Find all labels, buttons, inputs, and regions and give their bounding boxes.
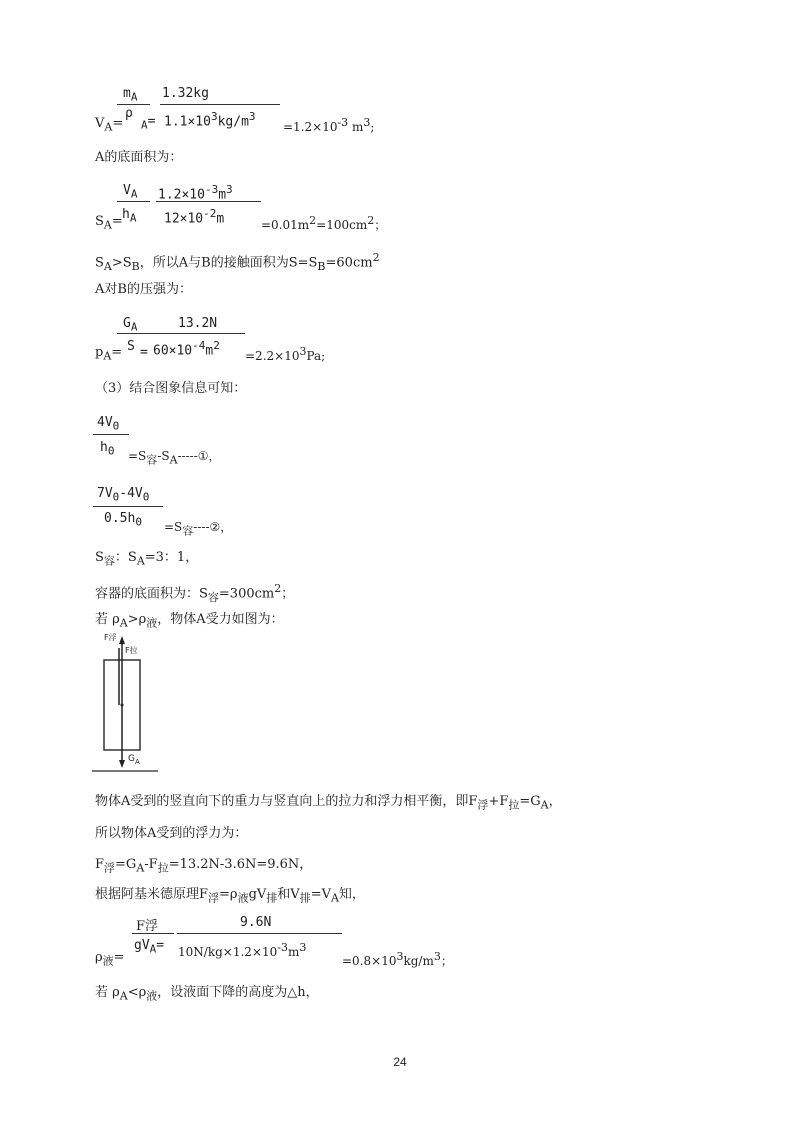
text-line: $F_浮=G_A-F_拉=13.2N-3.6N=9.6N$， xyxy=(95,857,313,875)
frac1-den: ρ xyxy=(125,106,133,121)
text-line: 所以物体A受到的浮力为： xyxy=(95,826,248,841)
buoyancy-arrowhead xyxy=(119,636,125,644)
text-line: （3）结合图象信息可知： xyxy=(95,381,247,396)
force-diagram xyxy=(92,630,162,778)
frac2-num: 1.32kg xyxy=(162,86,209,101)
gravity-arrowhead xyxy=(119,760,125,768)
label-f-float: F浮 xyxy=(104,633,117,642)
text-line: $S_容$：$S_A=3$：1， xyxy=(95,550,199,568)
label-f-pull: F拉 xyxy=(125,646,138,655)
text-line: 物体A受到的竖直向下的重力与竖直向上的拉力和浮力相平衡，即$F_浮+F_拉=G_A$， xyxy=(95,794,562,812)
page-number: 24 xyxy=(393,1055,407,1069)
frac2-den: $1.1\times 10^3kg/m^3$ xyxy=(164,110,256,130)
frac1-num: $m_A$ xyxy=(123,86,138,104)
text-line: 容器的底面积为：$S_容=300cm^2$； xyxy=(95,582,295,604)
text-line: 根据阿基米德原理$F_浮=\rho_液gV_排$和$V_排=V_A$知， xyxy=(95,887,365,905)
text-line: A对B的压强为： xyxy=(95,282,192,297)
formula1-line: $V_A=$ xyxy=(95,116,124,134)
center-of-mass-dot xyxy=(121,704,124,707)
text-line: 若 $\rho_A<\rho_液$，设液面下降的高度为△h， xyxy=(95,985,319,1003)
text-line: 若 $\rho_A>\rho_液$，物体A受力如图为： xyxy=(95,612,284,630)
label-g-a: $G_A$ xyxy=(128,754,140,766)
text-line: $S_A>S_B$，所以A与B的接触面积为$S=S_B=60cm^2$ xyxy=(95,251,380,273)
text-line: A的底面积为： xyxy=(95,150,183,165)
formula1-result: $=1.2\times 10^{-3}$ $m^3$; xyxy=(283,116,375,134)
